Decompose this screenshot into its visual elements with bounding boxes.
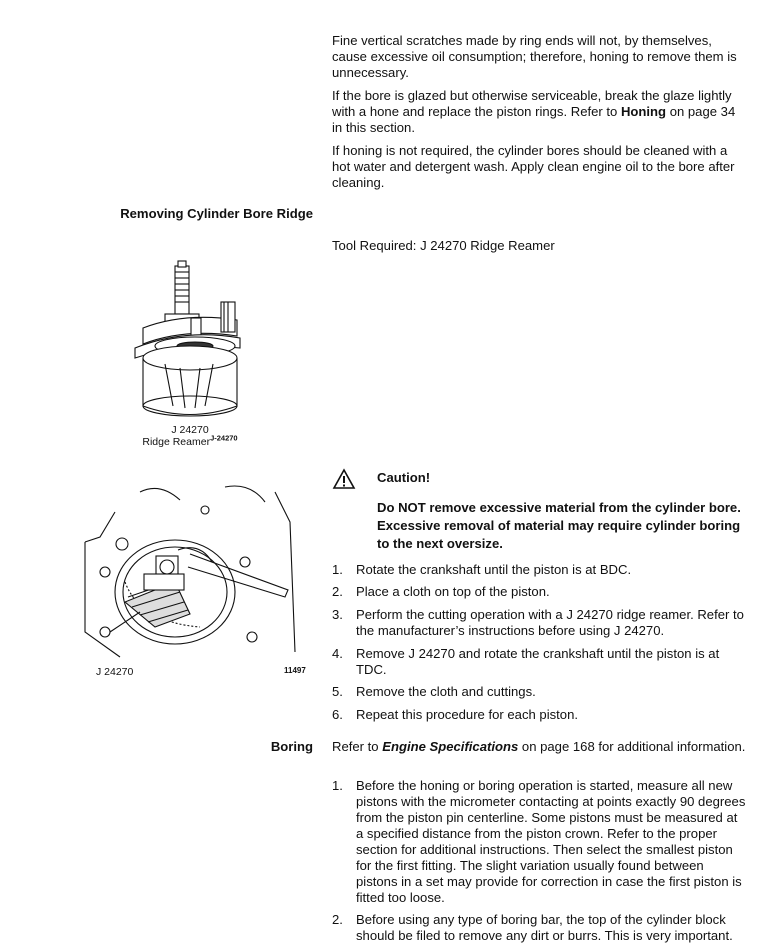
step-text: Place a cloth on top of the piston. — [356, 584, 550, 599]
ridge-reamer-illustration — [125, 258, 255, 428]
list-item — [332, 646, 748, 678]
step-text: Before using any type of boring bar, the top of the cylinder block should be filed to remove any dirt or burrs. This is very important. — [356, 912, 733, 943]
boring-intro-text-end: on page 168 for additional information. — [518, 739, 746, 754]
intro-p2-text-end: on page 34 in this section. — [332, 104, 736, 135]
step-number: 4. — [332, 646, 343, 661]
list-item — [332, 778, 748, 906]
step-text: Remove J 24270 and rotate the crankshaft until the piston is at TDC. — [356, 646, 720, 677]
list-item — [332, 684, 748, 700]
step-number: 1. — [332, 778, 343, 793]
figure1-code: J-24270 — [210, 433, 238, 443]
section-heading-boring: Boring — [270, 739, 313, 754]
intro-paragraph-3: If honing is not required, the cylinder bores should be cleaned with a hot water and detergent wash. Apply clean engine oil to the bore after cleaning. — [332, 143, 735, 190]
reamer-in-block-illustration — [80, 482, 315, 662]
step-number: 3. — [332, 607, 343, 622]
intro-paragraph-2 — [332, 88, 748, 136]
figure1-label — [140, 424, 240, 448]
boring-intro-text: Refer to — [332, 739, 383, 754]
step-text: Perform the cutting operation with a J 24270 ridge reamer. Refer to the manufacturer’s instructions before using J 24270. — [356, 607, 744, 638]
list-item — [332, 562, 748, 578]
step-text: Repeat this procedure for each piston. — [356, 707, 578, 722]
list-item — [332, 707, 748, 723]
figure1-label-line2: Ridge Reamer — [142, 436, 211, 448]
list-item — [332, 584, 748, 600]
step-text: Before the honing or boring operation is started, measure all new pistons with the micrometer contacting at points exactly 90 degrees from the piston pin centerline. Some pistons must be measured at a specified distance from the piston crown. Refer to the proper section for additional instructions. Then select the smallest piston for the first fitting. The slight variation usually found between pistons in a set may provide for correction in case the first piston is fitted too loose. — [356, 778, 746, 905]
caution-title: Caution! — [377, 470, 431, 485]
intro-paragraph-1: Fine vertical scratches made by ring ends will not, by themselves, cause excessive oil consumption; therefore, honing to remove them is unnecessary. — [332, 33, 737, 80]
warning-triangle-icon — [332, 468, 356, 490]
list-item — [332, 607, 748, 639]
engine-specifications-reference: Engine Specifications — [382, 739, 519, 754]
step-number: 2. — [332, 912, 343, 927]
step-number: 5. — [332, 684, 343, 699]
intro-p2-text: If the bore is glazed but otherwise serviceable, break the glaze lightly with a hone and replace the piston rings. Refer to — [332, 88, 732, 119]
boring-intro — [332, 739, 748, 755]
tool-required: Tool Required: J 24270 Ridge Reamer — [332, 238, 555, 253]
figure1-label-line1: J 24270 — [171, 424, 209, 436]
step-number: 6. — [332, 707, 343, 722]
step-text: Rotate the crankshaft until the piston is at BDC. — [356, 562, 632, 577]
honing-reference: Honing — [620, 104, 667, 119]
step-text: Remove the cloth and cuttings. — [356, 684, 536, 699]
list-item — [332, 912, 748, 944]
step-number: 2. — [332, 584, 343, 599]
step-number: 1. — [332, 562, 343, 577]
section-heading-ridge: Removing Cylinder Bore Ridge — [120, 206, 313, 221]
figure2-number: 11497 — [284, 666, 306, 675]
caution-body: Do NOT remove excessive material from the cylinder bore. Excessive removal of material may require cylinder boring to the next oversize. — [377, 500, 741, 551]
figure2-label: J 24270 — [96, 666, 134, 678]
